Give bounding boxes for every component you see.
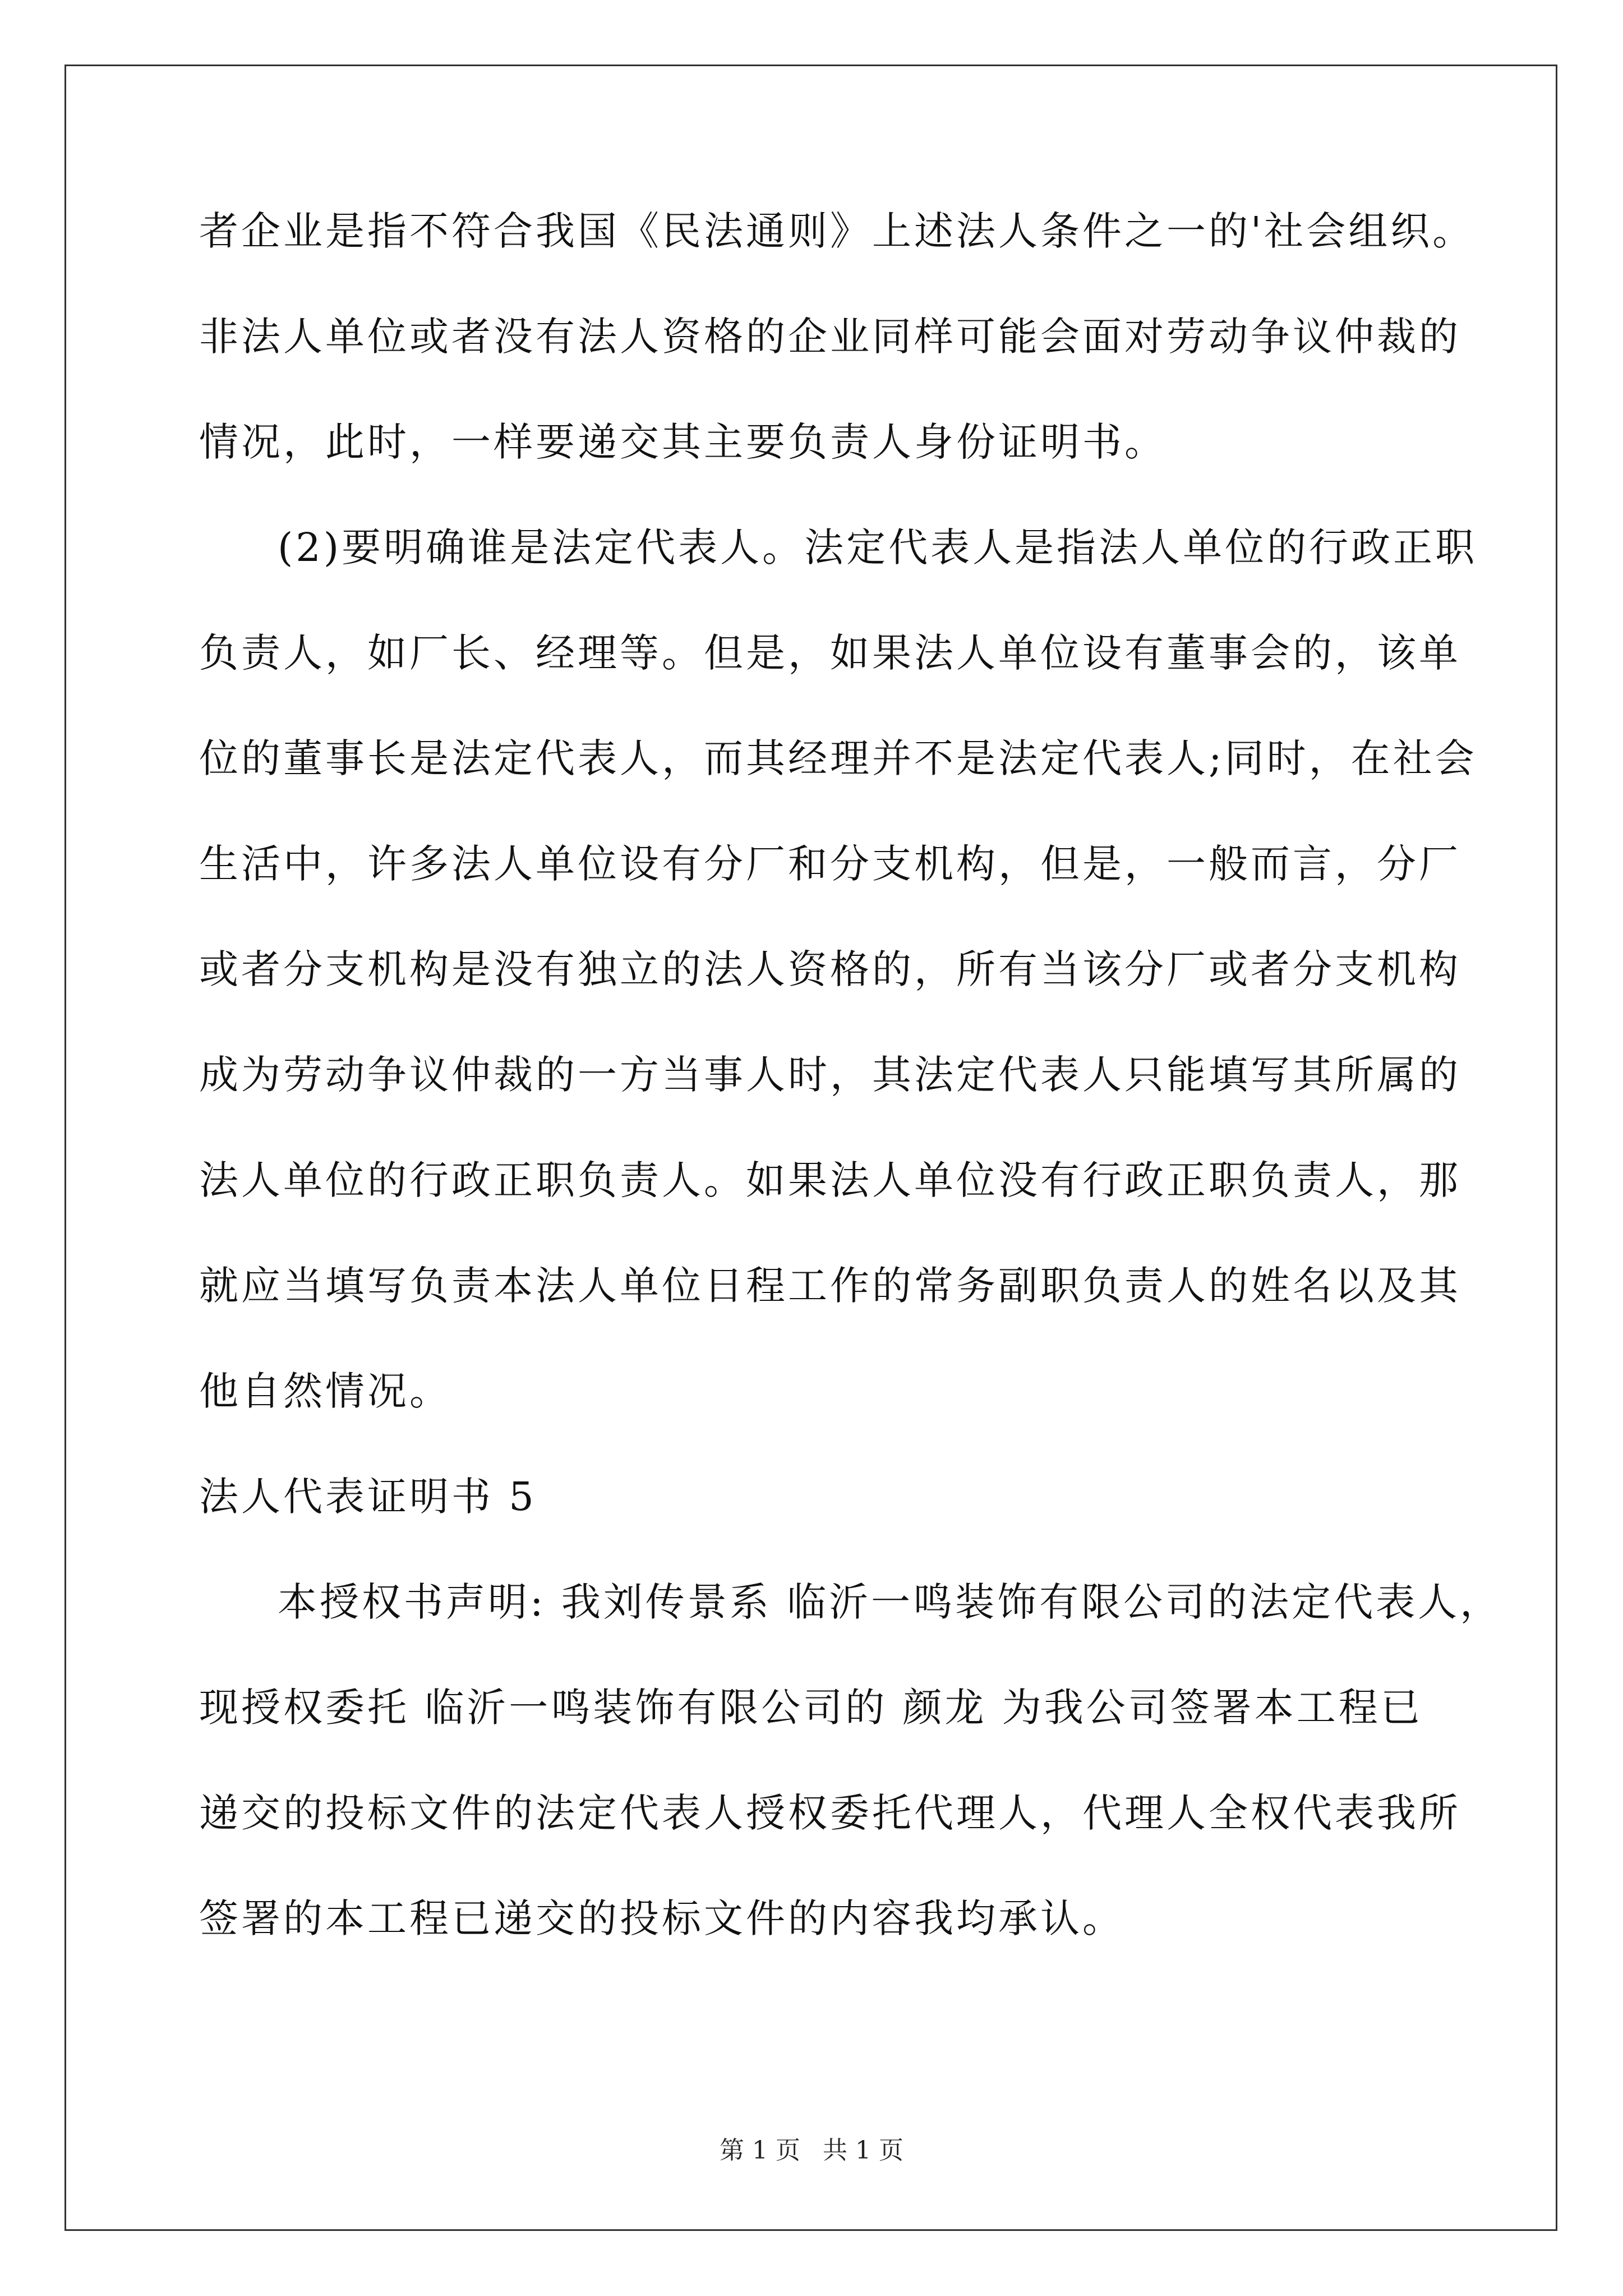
text-line: 递交的投标文件的法定代表人授权委托代理人，代理人全权代表我所 <box>199 1790 1461 1836</box>
page-number: 第 1 页 <box>720 2136 800 2165</box>
text-line: 就应当填写负责本法人单位日程工作的常务副职负责人的姓名以及其 <box>199 1263 1461 1309</box>
text-line: 成为劳动争议仲裁的一方当事人时，其法定代表人只能填写其所属的 <box>199 1052 1461 1098</box>
text-line: 他自然情况。 <box>199 1368 451 1414</box>
text-line: 位的董事长是法定代表人，而其经理并不是法定代表人;同时，在社会 <box>199 735 1477 781</box>
text-line: 非法人单位或者没有法人资格的企业同样可能会面对劳动争议仲裁的 <box>199 314 1461 360</box>
text-line: (2)要明确谁是法定代表人。法定代表人是指法人单位的行政正职 <box>278 524 1478 570</box>
text-line: 负责人，如厂长、经理等。但是，如果法人单位设有董事会的，该单 <box>199 630 1461 676</box>
text-line: 法人单位的行政正职负责人。如果法人单位没有行政正职负责人，那 <box>199 1157 1461 1203</box>
text-line: 现授权委托 临沂一鸣装饰有限公司的 颜龙 为我公司签署本工程已 <box>199 1685 1423 1731</box>
text-line: 者企业是指不符合我国《民法通则》上述法人条件之一的'社会组织。 <box>199 208 1475 254</box>
section-heading: 法人代表证明书 5 <box>199 1474 537 1520</box>
text-line: 情况，此时，一样要递交其主要负责人身份证明书。 <box>199 419 1166 465</box>
text-line: 本授权书声明: 我刘传景系 临沂一鸣装饰有限公司的法定代表人， <box>278 1579 1502 1625</box>
page-total: 共 1 页 <box>823 2136 903 2165</box>
text-line: 签署的本工程已递交的投标文件的内容我均承认。 <box>199 1895 1124 1941</box>
text-line: 生活中，许多法人单位设有分厂和分支机构，但是，一般而言，分厂 <box>199 841 1461 887</box>
page-footer <box>0 2134 1623 2168</box>
text-line: 或者分支机构是没有独立的法人资格的，所有当该分厂或者分支机构 <box>199 946 1461 992</box>
